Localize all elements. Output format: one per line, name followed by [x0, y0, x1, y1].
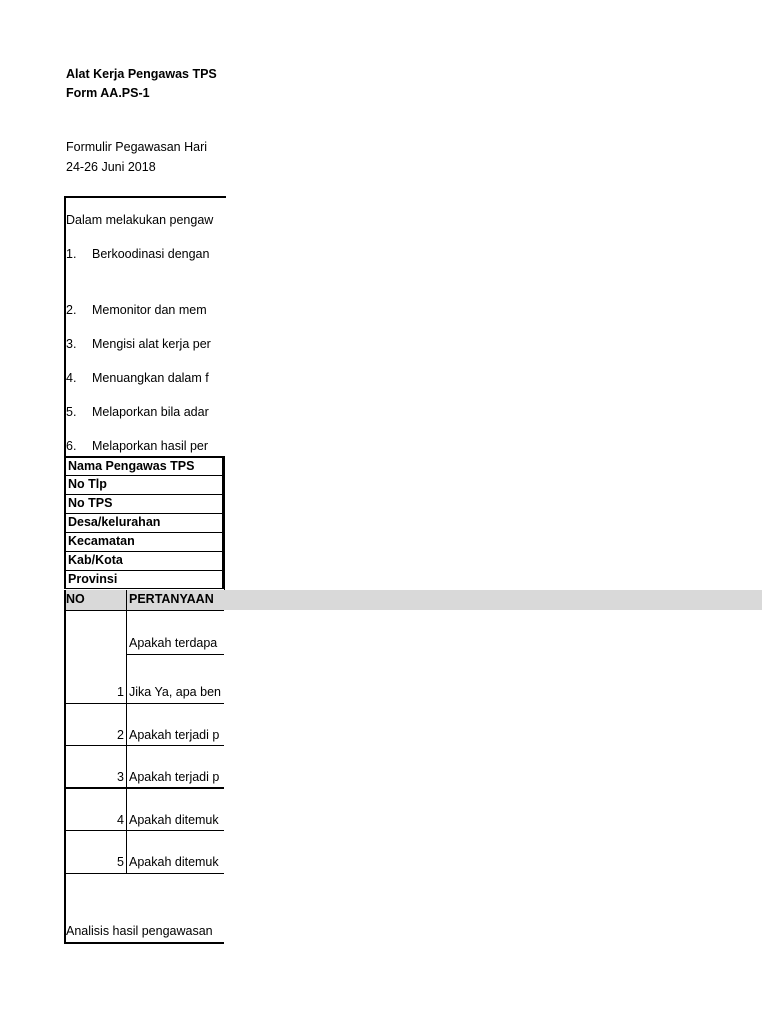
instruction-item: 3. Mengisi alat kerja per: [66, 337, 211, 351]
identity-label: No Tlp: [68, 477, 107, 491]
form-date: 24-26 Juni 2018: [66, 160, 156, 174]
table-hline: [127, 654, 224, 655]
instructions-intro: Dalam melakukan pengaw: [66, 213, 214, 227]
identity-row-kab-kota[interactable]: [64, 551, 224, 570]
question-text: Apakah terjadi p: [129, 770, 220, 784]
instruction-item: 4. Menuangkan dalam f: [66, 371, 209, 385]
instruction-item: 5. Melaporkan bila adar: [66, 405, 209, 419]
instruction-item: 2. Memonitor dan mem: [66, 303, 207, 317]
identity-row-provinsi[interactable]: [64, 570, 224, 589]
identity-row-kecamatan[interactable]: [64, 532, 224, 551]
identity-row-desa[interactable]: [64, 513, 224, 532]
question-text: Apakah terjadi p: [129, 728, 220, 742]
question-text: Apakah terdapa: [129, 636, 218, 650]
form-code: Form AA.PS-1: [66, 86, 150, 100]
table-hline: [64, 745, 224, 746]
identity-row-no-tlp[interactable]: [64, 475, 224, 494]
table-hline: [64, 787, 224, 789]
table-hline: [64, 610, 224, 611]
table-left-border: [64, 590, 66, 944]
col-header-no: NO: [66, 592, 85, 606]
question-number: 5: [117, 855, 124, 869]
identity-label: Kab/Kota: [68, 553, 123, 567]
question-text: Apakah ditemuk: [129, 855, 219, 869]
question-number: 3: [117, 770, 124, 784]
form-title: Formulir Pegawasan Hari: [66, 140, 208, 154]
instruction-item: 6. Melaporkan hasil per: [66, 439, 209, 453]
table-hline: [64, 830, 224, 831]
identity-label: No TPS: [68, 496, 113, 510]
table-bottom-border: [64, 942, 224, 944]
identity-row-nama-pengawas[interactable]: [64, 456, 224, 475]
analysis-label: Analisis hasil pengawasan: [66, 924, 213, 938]
identity-label: Kecamatan: [68, 534, 135, 548]
question-number: 1: [117, 685, 124, 699]
identity-label: Nama Pengawas TPS: [68, 459, 195, 473]
question-number: 2: [117, 728, 124, 742]
table-hline: [64, 873, 224, 874]
identity-row-no-tps[interactable]: [64, 494, 224, 513]
instructions-box: [64, 196, 226, 459]
table-col-divider: [126, 590, 127, 874]
form-header-org: Alat Kerja Pengawas TPS: [66, 67, 217, 81]
col-header-pertanyaan: PERTANYAAN: [129, 592, 214, 606]
identity-label: Provinsi: [68, 572, 118, 586]
question-text: Apakah ditemuk: [129, 813, 219, 827]
table-hline: [64, 703, 224, 704]
question-text: Jika Ya, apa ben: [129, 685, 221, 699]
identity-label: Desa/kelurahan: [68, 515, 161, 529]
table-clip-edge: [224, 456, 225, 590]
instruction-item: 1. Berkoodinasi dengan: [66, 247, 210, 261]
question-number: 4: [117, 813, 124, 827]
